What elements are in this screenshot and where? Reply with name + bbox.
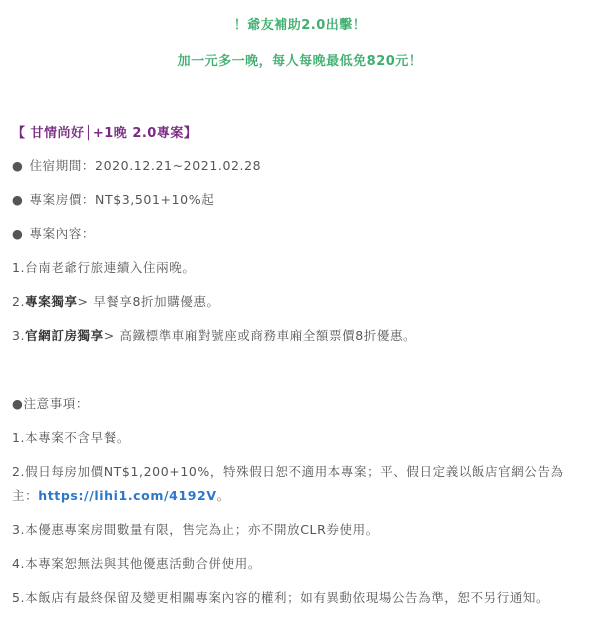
headline-subsidy: ！爺友補助2.0出擊！ (233, 18, 367, 33)
item-highlight: 官網訂房獨享 (25, 328, 104, 343)
item-text: > 高鐵標準車廂對號座或商務車廂全額票價8折優惠。 (103, 328, 417, 343)
note-3: 3.本優惠專案房間數量有限，售完為止；亦不開放CLR券使用。 (12, 522, 379, 537)
official-site-link[interactable]: https://lihi1.com/4192V (38, 488, 217, 503)
contents-line (12, 224, 95, 242)
item-number: 2. (12, 294, 26, 309)
note-2-line-1: 2.假日每房加價NT$1,200+10%，特殊假日恕不適用本專案；平、假日定義以飯店官網公告為 (12, 464, 564, 479)
content-item-2 (12, 292, 220, 310)
note-1: 1.本專案不含早餐。 (12, 430, 130, 445)
note-2-line-2 (12, 486, 230, 504)
item-highlight: 專案獨享 (25, 294, 78, 309)
content-item-3 (12, 326, 416, 344)
notes-label: ●注意事項： (12, 396, 90, 411)
item-number: 3. (12, 328, 26, 343)
bullet-icon: ● (12, 226, 24, 241)
stay-period-line (12, 156, 261, 174)
price: 專案房價：NT$3,501+10%起 (29, 192, 215, 207)
content-item-1: 1.台南老爺行旅連續入住兩晚。 (12, 260, 196, 275)
note-suffix: 。 (216, 488, 230, 503)
project-title: 【 甘情尚好│+1晚 2.0專案】 (12, 126, 198, 141)
note-5: 5.本飯店有最終保留及變更相關專案內容的權利；如有異動依現場公告為準，恕不另行通知。 (12, 590, 550, 605)
bullet-icon: ● (12, 192, 24, 207)
bullet-icon: ● (12, 158, 24, 173)
stay-period: 住宿期間：2020.12.21~2021.02.28 (29, 158, 262, 173)
headline-offer: 加一元多一晚，每人每晚最低免820元！ (177, 54, 423, 69)
price-line (12, 190, 214, 208)
note-prefix: 主： (12, 488, 39, 503)
contents-label: 專案內容： (29, 226, 96, 241)
note-4: 4.本專案恕無法與其他優惠活動合併使用。 (12, 556, 261, 571)
item-text: > 早餐享8折加購優惠。 (77, 294, 220, 309)
